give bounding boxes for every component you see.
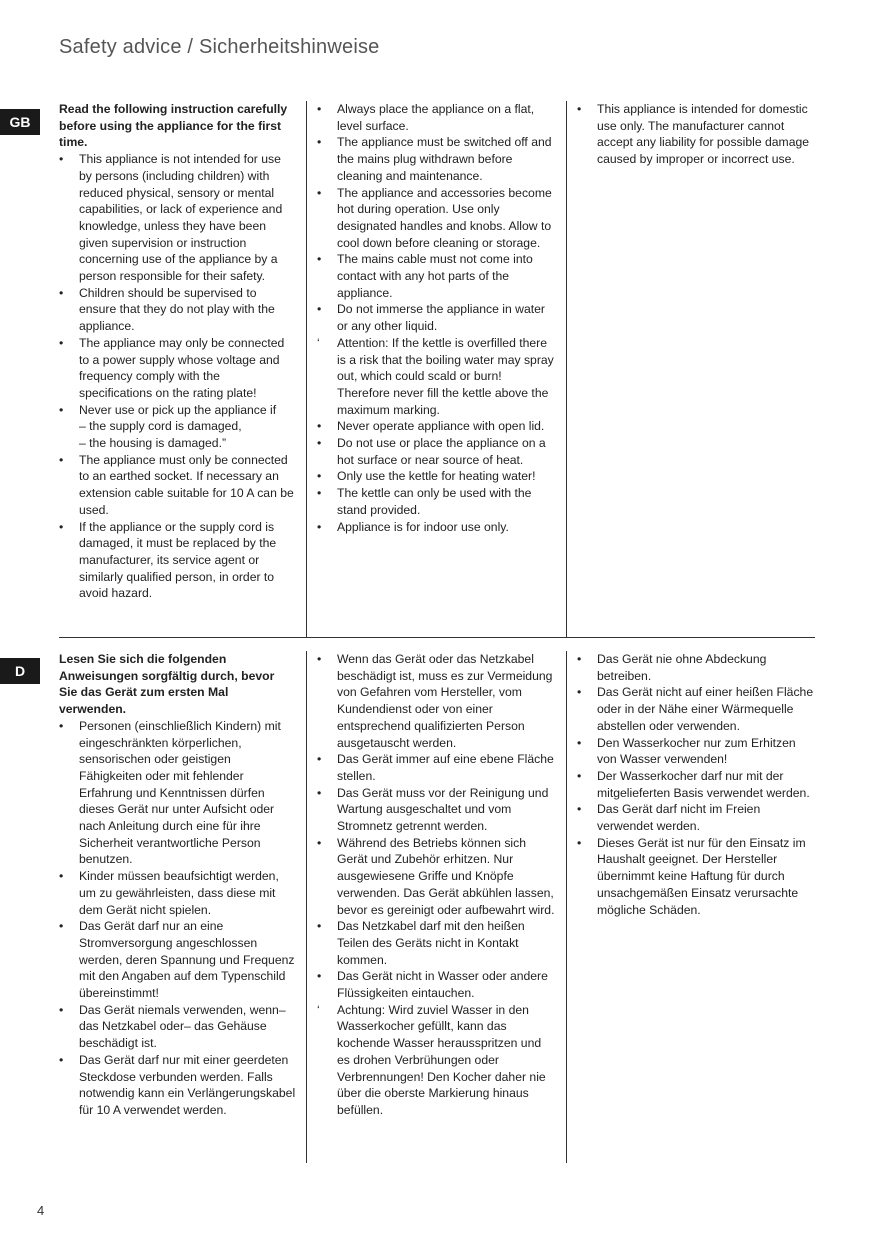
- list-item: [317, 751, 556, 784]
- list-item: [317, 968, 556, 1001]
- bullet-marker: •: [59, 1002, 64, 1017]
- list-item: [317, 335, 556, 419]
- bullet-marker: •: [59, 1052, 64, 1067]
- page-number: 4: [37, 1203, 45, 1218]
- d-column-3: [567, 651, 815, 1163]
- bullet-marker: •: [59, 718, 64, 733]
- list-item-text: Das Gerät nicht in Wasser oder andere Flüssigkeiten eintauchen.: [337, 969, 548, 1001]
- list-item: [317, 835, 556, 919]
- d-intro: Lesen Sie sich die folgenden Anweisungen sorgfältig durch, bevor Sie das Gerät zum ersten Mal verwenden.: [59, 652, 275, 717]
- list-item-text: Das Gerät darf nicht im Freien verwendet werden.: [597, 802, 761, 834]
- bullet-marker: •: [317, 969, 322, 984]
- bullet-marker: •: [577, 802, 582, 817]
- list-item-text: Wenn das Gerät oder das Netzkabel beschädigt ist, muss es zur Vermeidung von Gefahren vom Hersteller, vom Kundendienst oder von einer entsprechend qualifizierten Person ausgetauscht werden.: [337, 652, 553, 750]
- gb-col2-list: [317, 101, 556, 535]
- list-item: [317, 418, 556, 435]
- list-item-text: Do not use or place the appliance on a hot surface or near source of heat.: [337, 436, 546, 467]
- list-item: [577, 101, 815, 168]
- list-item-text: The kettle can only be used with the stand provided.: [337, 486, 532, 517]
- list-item: [317, 251, 556, 301]
- list-item-text: Der Wasserkocher darf nur mit der mitgelieferten Basis verwendet werden.: [597, 768, 810, 800]
- d-column-1: [59, 651, 307, 1163]
- d-col3-list: [577, 651, 815, 918]
- list-item-text: This appliance is not intended for use by persons (including children) with reduced physical, sensory or mental capabilities, or lack of experience and knowledge, unless they have been given supervision or instruction concerning use of the appliance by a person responsible for their safety.: [79, 152, 283, 284]
- bullet-marker: •: [59, 452, 64, 467]
- gb-column-2: [307, 101, 567, 637]
- list-item: [59, 718, 296, 868]
- list-item: [317, 301, 556, 334]
- list-item-text: Children should be supervised to ensure that they do not play with the appliance.: [79, 285, 275, 334]
- list-item-text: Never use or pick up the appliance if – the supply cord is damaged, – the housing is damaged.”: [79, 402, 277, 451]
- list-item-text: The appliance must only be connected to an earthed socket. If necessary an extension cable suitable for 10 A can be used.: [79, 452, 294, 517]
- bullet-marker: •: [317, 469, 322, 484]
- list-item-text: Das Gerät nie ohne Abdeckung betreiben.: [597, 652, 767, 683]
- list-item-text: The appliance and accessories become hot during operation. Use only designated handles and knobs. Allow to cool down before cleaning or storage.: [337, 185, 552, 250]
- section-d: [59, 651, 815, 1163]
- list-item-text: The mains cable must not come into contact with any hot parts of the appliance.: [337, 252, 533, 300]
- bullet-marker: •: [317, 652, 322, 666]
- gb-col3-list: [577, 101, 815, 168]
- bullet-marker: •: [317, 185, 322, 200]
- list-item-text: Do not immerse the appliance in water or any other liquid.: [337, 302, 545, 334]
- list-item-text: Attention: If the kettle is overfilled there is a risk that the boiling water may spray out, which could scald or burn! Therefore never fill the kettle above the maximum marking.: [337, 335, 554, 417]
- list-item: [317, 185, 556, 252]
- list-item: [317, 918, 556, 968]
- bullet-marker: •: [317, 785, 322, 800]
- gb-column-3: [567, 101, 815, 637]
- bullet-marker: ‘: [317, 335, 320, 350]
- list-item-text: Das Gerät muss vor der Reinigung und Wartung ausgeschaltet und vom Stromnetz getrennt werden.: [337, 785, 549, 834]
- section-gb: [59, 101, 815, 637]
- bullet-marker: •: [577, 835, 582, 850]
- list-item: [59, 402, 296, 452]
- bullet-marker: •: [317, 752, 322, 767]
- bullet-marker: •: [577, 685, 582, 700]
- section-divider: [59, 637, 815, 638]
- list-item: [317, 785, 556, 835]
- list-item-text: Das Gerät niemals verwenden, wenn– das Netzkabel oder– das Gehäuse beschädigt ist.: [79, 1002, 286, 1051]
- list-item: [317, 101, 556, 134]
- gb-intro: Read the following instruction carefully before using the appliance for the first time.: [59, 102, 288, 150]
- list-item-text: Personen (einschließlich Kindern) mit eingeschränkten körperlichen, sensorischen oder geistigen Fähigkeiten oder mit fehlender Erfahrung und Kenntnissen dürfen dieses Gerät nur unter Aufsicht oder nach Anleitung durch eine für ihre Sicherheit verantwortliche Person benutzen.: [79, 718, 281, 867]
- list-item: [317, 485, 556, 518]
- list-item-text: The appliance may only be connected to a power supply whose voltage and frequency comply with the specifications on the rating plate!: [79, 335, 285, 400]
- list-item: [317, 519, 556, 536]
- bullet-marker: •: [577, 652, 582, 666]
- bullet-marker: •: [59, 285, 64, 300]
- list-item-text: Never operate appliance with open lid.: [337, 419, 545, 434]
- list-item: [317, 468, 556, 485]
- bullet-marker: •: [577, 735, 582, 750]
- list-item: [317, 134, 556, 184]
- bullet-marker: •: [59, 869, 64, 884]
- list-item-text: If the appliance or the supply cord is damaged, it must be replaced by the manufacturer, its service agent or similarly qualified person, in order to avoid hazard.: [79, 519, 277, 601]
- d-col2-list: [317, 651, 556, 1119]
- language-tab-d: D: [0, 658, 40, 684]
- list-item-text: Achtung: Wird zuviel Wasser in den Wasserkocher gefüllt, kann das kochende Wasser herausspritzen und es drohen Verbrühungen oder Verbrennungen! Den Kocher daher nie über die oberste Markierung hinaus befüllen.: [337, 1002, 546, 1117]
- list-item-text: This appliance is intended for domestic use only. The manufacturer cannot accept any liability for possible damage caused by improper or incorrect use.: [597, 102, 810, 167]
- bullet-marker: •: [317, 252, 322, 267]
- list-item: [59, 285, 296, 335]
- bullet-marker: •: [317, 302, 322, 317]
- bullet-marker: •: [59, 335, 64, 350]
- bullet-marker: •: [577, 102, 582, 116]
- list-item-text: Only use the kettle for heating water!: [337, 469, 536, 484]
- list-item-text: Das Gerät nicht auf einer heißen Fläche oder in der Nähe einer Wärmequelle abstellen oder verwenden.: [597, 685, 814, 733]
- list-item: [59, 1002, 296, 1052]
- page-title: Safety advice / Sicherheitshinweise: [59, 36, 380, 58]
- bullet-marker: •: [317, 919, 322, 934]
- list-item: [317, 651, 556, 751]
- bullet-marker: •: [577, 768, 582, 783]
- list-item: [59, 918, 296, 1002]
- list-item-text: Während des Betriebs können sich Gerät und Zubehör erhitzen. Nur ausgewiesene Griffe und Knöpfe verwenden. Das Gerät abkühlen lassen, bevor es gereinigt oder aufbewahrt wird.: [337, 835, 555, 917]
- bullet-marker: ‘: [317, 1002, 320, 1017]
- list-item: [59, 151, 296, 285]
- gb-column-1: [59, 101, 307, 637]
- list-item: [59, 868, 296, 918]
- list-item: [577, 835, 815, 919]
- list-item: [59, 519, 296, 603]
- language-tab-gb: GB: [0, 109, 40, 135]
- bullet-marker: •: [317, 102, 322, 116]
- gb-col1-list: [59, 151, 296, 602]
- bullet-marker: •: [59, 402, 64, 417]
- bullet-marker: •: [317, 436, 322, 451]
- list-item: [59, 1052, 296, 1119]
- list-item: [577, 735, 815, 768]
- bullet-marker: •: [317, 135, 322, 150]
- list-item: [577, 801, 815, 834]
- list-item: [577, 651, 815, 684]
- list-item: [577, 768, 815, 801]
- bullet-marker: •: [317, 519, 322, 534]
- bullet-marker: •: [317, 486, 322, 501]
- list-item-text: The appliance must be switched off and the mains plug withdrawn before cleaning and maintenance.: [337, 135, 552, 183]
- list-item: [577, 684, 815, 734]
- bullet-marker: •: [59, 919, 64, 934]
- list-item-text: Kinder müssen beaufsichtigt werden, um zu gewährleisten, dass diese mit dem Gerät nicht spielen.: [79, 869, 279, 917]
- bullet-marker: •: [59, 519, 64, 534]
- list-item-text: Das Gerät immer auf eine ebene Fläche stellen.: [337, 752, 554, 783]
- list-item: [59, 335, 296, 402]
- bullet-marker: •: [317, 419, 322, 434]
- list-item: [317, 1002, 556, 1119]
- list-item-text: Das Gerät darf nur an eine Stromversorgung angeschlossen werden, deren Spannung und Frequenz mit den Angaben auf dem Typenschild übereinstimmt!: [79, 919, 295, 1001]
- list-item-text: Das Netzkabel darf mit den heißen Teilen des Geräts nicht in Kontakt kommen.: [337, 919, 525, 967]
- list-item-text: Den Wasserkocher nur zum Erhitzen von Wasser verwenden!: [597, 735, 796, 767]
- list-item-text: Das Gerät darf nur mit einer geerdeten Steckdose verbunden werden. Falls notwendig kann ein Verlängerungskabel für 10 A verwendet werden.: [79, 1052, 296, 1117]
- bullet-marker: •: [317, 835, 322, 850]
- bullet-marker: •: [59, 152, 64, 167]
- d-col1-list: [59, 718, 296, 1119]
- list-item-text: Always place the appliance on a flat, level surface.: [337, 102, 535, 133]
- list-item-text: Appliance is for indoor use only.: [337, 519, 509, 534]
- d-column-2: [307, 651, 567, 1163]
- list-item: [59, 452, 296, 519]
- list-item-text: Dieses Gerät ist nur für den Einsatz im Haushalt geeignet. Der Hersteller übernimmt keine Haftung für durch unsachgemäßen Einsatz verursachte mögliche Schäden.: [597, 835, 806, 917]
- list-item: [317, 435, 556, 468]
